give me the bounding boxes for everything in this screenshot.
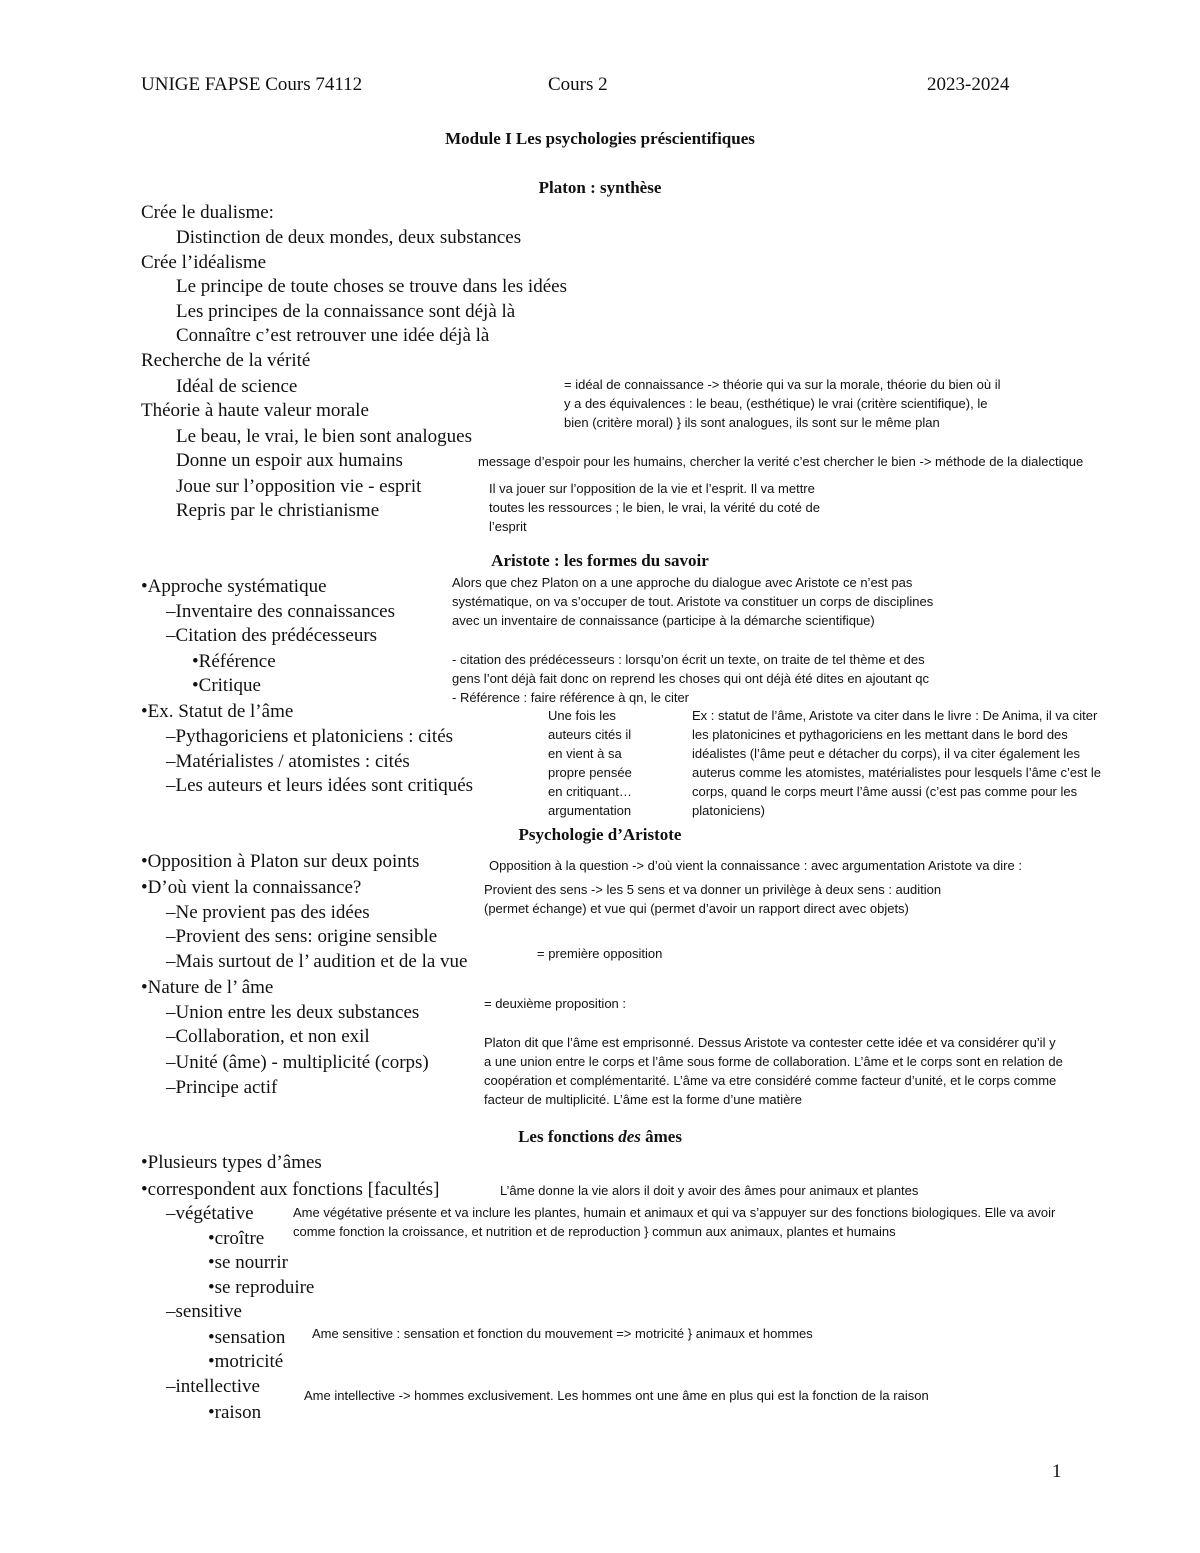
fonctions-line: •se reproduire [208, 1277, 315, 1298]
platon-line: Repris par le christianisme [176, 500, 380, 521]
section-title-aristote-savoir: Aristote : les formes du savoir [491, 551, 709, 570]
platon-line: Recherche de la vérité [141, 350, 311, 371]
psychologie-line: –Principe actif [166, 1077, 278, 1098]
platon-line: Le principe de toute choses se trouve dans les idées [176, 276, 567, 297]
annotation-union: Platon dit que l’âme est emprisonné. Dessus Aristote va contester cette idée et va considérer qu’il y a une union entre le corps et l’âme sous forme de collaboration. L’âme et le corps sont en relation de coopération et complémentarité. L’âme va etre considéré comme facteur d’unité, et le corps comme facteur de multiplicité. L’âme est la forme d’une matière [484, 1035, 1063, 1107]
header-session: Cours 2 [548, 74, 608, 95]
platon-line: Distinction de deux mondes, deux substances [176, 227, 522, 248]
aristote-line: •Approche systématique [141, 576, 327, 597]
section-title-fonctions: Les fonctions des âmes [518, 1127, 682, 1146]
aristote-line: –Les auteurs et leurs idées sont critiqués [166, 775, 474, 796]
aristote-line: –Pythagoriciens et platoniciens : cités [166, 726, 454, 747]
annotation-approche: Alors que chez Platon on a une approche du dialogue avec Aristote ce n’est pas systématique, on va s’occuper de tout. Aristote va constituer un corps de disciplines avec un inventaire de connaissance (participe à la démarche scientifique) [452, 575, 934, 628]
fonctions-line: –intellective [166, 1376, 260, 1397]
psychologie-line: •Opposition à Platon sur deux points [141, 851, 420, 872]
psychologie-line: –Ne provient pas des idées [166, 902, 370, 923]
annotation-sens: Provient des sens -> les 5 sens et va donner un privilège à deux sens : audition (permet échange) et vue qui (permet d’avoir un rapport direct avec objets) [484, 882, 942, 916]
psychologie-line: •Nature de l’ âme [141, 977, 274, 998]
psychologie-line: –Collaboration, et non exil [166, 1026, 370, 1047]
platon-line: Joue sur l’opposition vie - esprit [176, 476, 422, 497]
psychologie-line: –Mais surtout de l’ audition et de la vue [166, 951, 468, 972]
platon-line: Connaître c’est retrouver une idée déjà là [176, 325, 490, 346]
psychologie-line: •D’où vient la connaissance? [141, 877, 362, 898]
platon-line: Le beau, le vrai, le bien sont analogues [176, 426, 472, 447]
fonctions-line: •croître [208, 1228, 265, 1249]
section-title-platon: Platon : synthèse [538, 178, 662, 197]
page-number: 1 [1052, 1461, 1062, 1482]
annotation-statut-ame: Ex : statut de l’âme, Aristote va citer dans le livre : De Anima, il va citer les platonicines et pythagoriciens en les mettant dans le bord des idéalistes (l’âme peut e détacher du corps), il va citer également les auterus comme les atomistes, matérialistes pour lesquels l’âme c’est le corps, quand le corps meurt l’âme aussi (c’est pas comme pour les platoniciens) [692, 708, 1101, 818]
annotation-deuxieme-proposition: = deuxième proposition : [484, 996, 627, 1011]
module-title: Module I Les psychologies préscientifiques [445, 129, 755, 148]
fonctions-line: •Plusieurs types d’âmes [141, 1152, 322, 1173]
platon-line: Crée l’idéalisme [141, 252, 267, 273]
aristote-line: –Citation des prédécesseurs [166, 625, 378, 646]
fonctions-line: •sensation [208, 1327, 286, 1348]
aristote-line: •Ex. Statut de l’âme [141, 701, 294, 722]
fonctions-line: •se nourrir [208, 1252, 288, 1273]
platon-line: Crée le dualisme: [141, 202, 274, 223]
annotation-ideal: = idéal de connaissance -> théorie qui va sur la morale, théorie du bien où il y a des équivalences : le beau, (esthétique) le vrai (critère scientifique), le bien (critère moral) } ils sont analogues, ils sont sur le même plan [564, 377, 1001, 430]
annotation-opposition-platon: Opposition à la question -> d’où vient la connaissance : avec argumentation Aristote va dire : [489, 858, 1022, 873]
annotation-intellective: Ame intellective -> hommes exclusivement. Les hommes ont une âme en plus qui est la fonction de la raison [304, 1388, 929, 1403]
platon-line: Donne un espoir aux humains [176, 450, 403, 471]
aristote-line: –Matérialistes / atomistes : cités [166, 751, 410, 772]
annotation-sensitive: Ame sensitive : sensation et fonction du mouvement => motricité } animaux et hommes [312, 1326, 813, 1341]
annotation-espoir: message d’espoir pour les humains, chercher la verité c’est chercher le bien -> méthode de la dialectique [478, 454, 1084, 469]
annotation-vie: L’âme donne la vie alors il doit y avoir des âmes pour animaux et plantes [500, 1183, 919, 1198]
header-course: UNIGE FAPSE Cours 74112 [141, 74, 363, 95]
psychologie-line: –Union entre les deux substances [166, 1002, 420, 1023]
psychologie-line: –Unité (âme) - multiplicité (corps) [166, 1052, 429, 1073]
fonctions-line: •correspondent aux fonctions [facultés] [141, 1179, 440, 1200]
aristote-line: •Critique [192, 675, 261, 696]
section-title-psychologie: Psychologie d’Aristote [518, 825, 682, 844]
annotation-citation: - citation des prédécesseurs : lorsqu’on écrit un texte, on traite de tel thème et des gens l’ont déjà fait donc on reprend les choses qui ont déjà été dites en ajoutant qc - Référence : faire référence à qn, le citer [452, 652, 929, 705]
fonctions-line: •motricité [208, 1351, 284, 1372]
platon-line: Les principes de la connaissance sont déjà là [176, 301, 516, 322]
header-year: 2023-2024 [927, 74, 1010, 95]
psychologie-line: –Provient des sens: origine sensible [166, 926, 438, 947]
fonctions-line: –sensitive [166, 1301, 242, 1322]
annotation-opposition-vie-esprit: Il va jouer sur l’opposition de la vie et l’esprit. Il va mettre toutes les ressources ; le bien, le vrai, la vérité du coté de l’esprit [489, 481, 820, 534]
annotation-vegetative: Ame végétative présente et va inclure les plantes, humain et animaux et qui va s’appuyer sur des fonctions biologiques. Elle va avoir comme fonction la croissance, et nutrition et de reproduction } commun aux animaux, plantes et humains [293, 1205, 1056, 1239]
annotation-premiere-opposition: = première opposition [537, 946, 663, 961]
fonctions-line: –végétative [166, 1203, 254, 1224]
platon-line: Idéal de science [176, 376, 298, 397]
aristote-line: •Référence [192, 651, 276, 672]
aristote-line: –Inventaire des connaissances [166, 601, 395, 622]
annotation-critique: Une fois les auteurs cités il en vient à sa propre pensée en critiquant… argumentation [548, 708, 632, 818]
platon-line: Théorie à haute valeur morale [141, 400, 369, 421]
fonctions-line: •raison [208, 1402, 262, 1423]
